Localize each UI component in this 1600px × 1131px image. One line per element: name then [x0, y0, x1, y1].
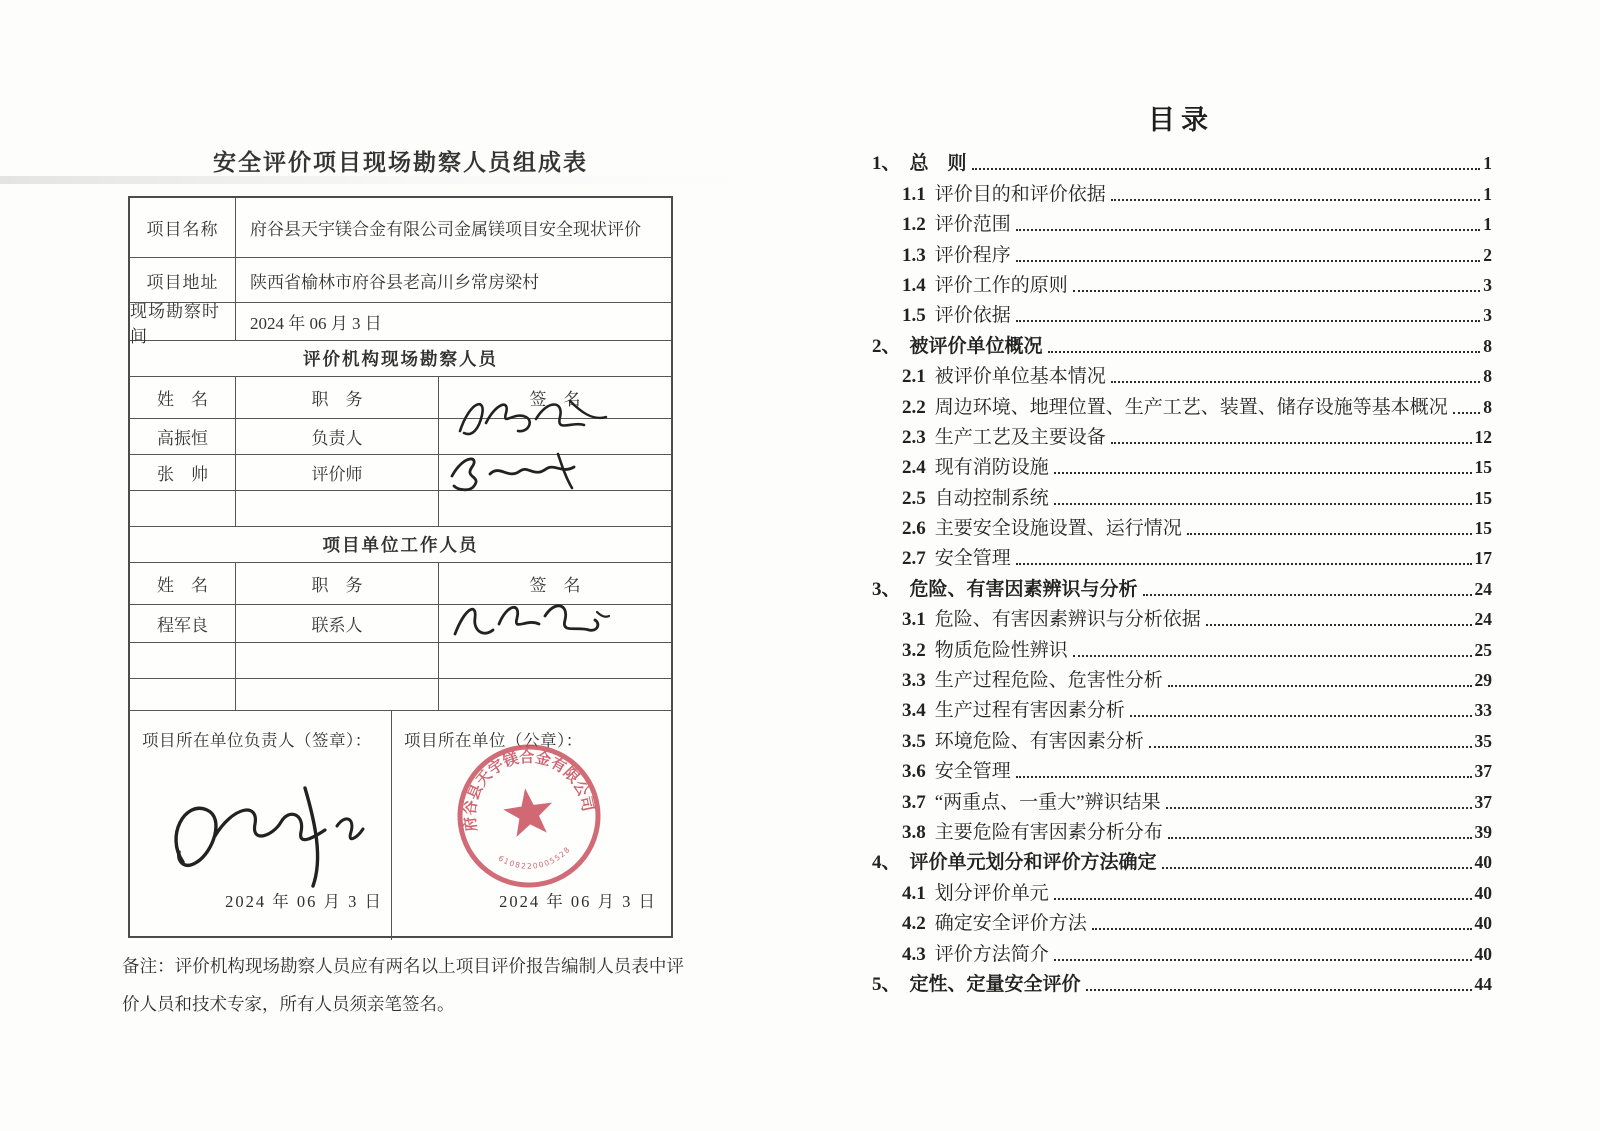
toc-entry [872, 419, 1492, 449]
toc-entry-number: 3.3 [902, 670, 926, 692]
toc-entry-page-number: 29 [1474, 670, 1492, 691]
person-duty [236, 643, 439, 678]
project-name-label: 项目名称 [130, 198, 236, 257]
toc-entry-number: 2.4 [902, 457, 926, 479]
toc-entry-page-number: 17 [1474, 548, 1492, 569]
toc-dot-leader [1168, 685, 1472, 687]
project-name-value: 府谷县天宇镁合金有限公司金属镁项目安全现状评价 [250, 220, 641, 239]
unit-seal-label: 项目所在单位（公章）： [404, 731, 583, 750]
toc-entry-number: 2.2 [902, 396, 926, 418]
toc-dot-leader [972, 168, 1481, 170]
unit-person-row-empty [130, 679, 671, 711]
toc-dot-leader [1016, 563, 1472, 565]
toc-entry-number: 3.7 [902, 791, 926, 813]
handwritten-signature-unit-head [155, 766, 390, 906]
toc-entry-number: 3.6 [902, 761, 926, 783]
toc-entry-page-number: 12 [1474, 426, 1492, 447]
toc-dot-leader [1168, 837, 1472, 839]
toc-entry [872, 905, 1492, 935]
signature-cell [439, 679, 671, 710]
toc-entry-title: 安全管理 [934, 548, 1011, 570]
project-address-value: 陕西省榆林市府谷县老高川乡常房梁村 [250, 272, 539, 292]
toc-entry-title: 被评价单位基本情况 [934, 366, 1106, 388]
toc-entry-title: 确定安全评价方法 [934, 913, 1087, 935]
column-header-duty: 职 务 [236, 377, 439, 418]
toc-entry-number: 5、 [872, 973, 901, 995]
toc-entry-title: 物质危险性辨识 [934, 639, 1068, 661]
person-duty [236, 491, 439, 526]
toc-entry-number: 2、 [872, 335, 901, 357]
toc-entry-title: 划分评价单元 [934, 882, 1049, 904]
toc-dot-leader [1073, 290, 1480, 292]
toc-entry-number: 3.1 [902, 609, 926, 631]
toc-entry [872, 327, 1492, 357]
toc-entry-title: 主要危险有害因素分析分布 [934, 821, 1163, 843]
toc-entry [872, 510, 1492, 540]
toc-entry-page-number: 40 [1474, 852, 1492, 873]
toc-dot-leader [1016, 776, 1472, 778]
person-duty: 评价师 [236, 455, 439, 490]
signature-cell [439, 419, 671, 454]
toc-entry-page-number: 37 [1474, 791, 1492, 812]
toc-entry [872, 358, 1492, 388]
toc-dot-leader [1187, 533, 1472, 535]
toc-entry-number: 3、 [872, 578, 901, 600]
toc-entry-number: 4、 [872, 852, 901, 874]
person-duty: 联系人 [236, 605, 439, 642]
signature-date-right: 2024 年 06 月 3 日 [499, 892, 657, 911]
toc-entry [872, 297, 1492, 327]
toc-entry-title: 自动控制系统 [934, 487, 1049, 509]
toc-entry-title: 生产过程有害因素分析 [934, 700, 1125, 722]
scan-artifact [0, 176, 750, 184]
toc-dot-leader [1111, 442, 1472, 444]
agency-person-row-empty [130, 491, 671, 527]
toc-entry-title: “两重点、一重大”辨识结果 [934, 791, 1161, 813]
toc-entry [872, 479, 1492, 509]
table-row [130, 198, 671, 258]
toc-entry-title: 评价单元划分和评价方法确定 [909, 852, 1157, 874]
toc-entry [872, 753, 1492, 783]
toc-dot-leader [1016, 229, 1480, 231]
toc-entry-page-number: 24 [1474, 609, 1492, 630]
toc-entry-number: 2.6 [902, 518, 926, 540]
toc-entry-title: 总 则 [909, 153, 967, 175]
company-red-stamp [444, 731, 613, 900]
toc-entry [872, 631, 1492, 661]
toc-entry-title: 现有消防设施 [934, 457, 1049, 479]
toc-entry-page-number: 37 [1474, 761, 1492, 782]
toc-entry-title: 危险、有害因素辨识与分析 [909, 578, 1138, 600]
personnel-form-table [128, 196, 673, 938]
toc-entry [872, 783, 1492, 813]
toc-entry-page-number: 40 [1474, 913, 1492, 934]
toc-entry-number: 1.2 [902, 214, 926, 236]
toc-entry [872, 662, 1492, 692]
signature-cell [439, 643, 671, 678]
toc-entry [872, 388, 1492, 418]
toc-dot-leader [1166, 807, 1472, 809]
toc-entry-title: 周边环境、地理位置、生产工艺、装置、储存设施等基本概况 [934, 396, 1448, 418]
stamp-star-icon [501, 785, 556, 838]
toc-entry [872, 722, 1492, 752]
toc-dot-leader [1073, 655, 1472, 657]
toc-entry-number: 1.4 [902, 274, 926, 296]
unit-section-header-row [130, 527, 671, 563]
toc-entry [872, 874, 1492, 904]
toc-entry-title: 生产工艺及主要设备 [934, 426, 1106, 448]
toc-entry-page-number: 44 [1474, 973, 1492, 994]
toc-entry-page-number: 40 [1474, 943, 1492, 964]
toc-entry [872, 844, 1492, 874]
toc-entry-title: 评价依据 [934, 305, 1011, 327]
stamp-company-name: 府谷县天宇镁合金有限公司 [462, 749, 596, 833]
unit-person-row-empty [130, 643, 671, 679]
toc-dot-leader [1206, 624, 1472, 626]
agency-person-row [130, 419, 671, 455]
toc-entry-number: 3.8 [902, 821, 926, 843]
person-duty [236, 679, 439, 710]
toc-entry-title: 安全管理 [934, 761, 1011, 783]
toc-entry-title: 生产过程危险、危害性分析 [934, 670, 1163, 692]
toc-entry-page-number: 15 [1474, 487, 1492, 508]
toc-entry [872, 601, 1492, 631]
survey-date-label: 现场勘察时间 [130, 303, 236, 340]
toc-entry [872, 236, 1492, 266]
toc-entry-number: 2.7 [902, 548, 926, 570]
toc-entry [872, 540, 1492, 570]
signature-cell [439, 605, 671, 642]
form-title: 安全评价项目现场勘察人员组成表 [213, 150, 588, 175]
toc-entry-page-number: 1 [1483, 183, 1492, 204]
toc-entry-page-number: 8 [1483, 396, 1492, 417]
project-address-label: 项目地址 [130, 258, 236, 302]
toc-entry-page-number: 25 [1474, 639, 1492, 660]
toc-entry-number: 3.4 [902, 700, 926, 722]
toc-entry-page-number: 3 [1483, 305, 1492, 326]
toc-entry-page-number: 3 [1483, 274, 1492, 295]
toc-entry-title: 评价目的和评价依据 [934, 183, 1106, 205]
toc-entry [872, 267, 1492, 297]
toc-entry-title: 被评价单位概况 [909, 335, 1043, 357]
toc-entry [872, 570, 1492, 600]
toc-entry-number: 4.1 [902, 882, 926, 904]
toc-dot-leader [1048, 351, 1481, 353]
toc-entry-title: 定性、定量安全评价 [909, 973, 1081, 995]
toc-entry-number: 4.2 [902, 913, 926, 935]
toc-dot-leader [1162, 867, 1472, 869]
form-footnote: 备注：评价机构现场勘察人员应有两名以上项目评价报告编制人员表中评价人员和技术专家，所有人员须亲笔签名。 [122, 956, 684, 1014]
toc-entry-page-number: 8 [1483, 335, 1492, 356]
toc-entry [872, 814, 1492, 844]
toc-entry-title: 评价工作的原则 [934, 274, 1068, 296]
toc-entry-number: 1.3 [902, 244, 926, 266]
toc-entry-number: 2.3 [902, 426, 926, 448]
toc-entry-number: 2.5 [902, 487, 926, 509]
toc-entry [872, 145, 1492, 175]
toc-entry-number: 4.3 [902, 943, 926, 965]
unit-section-header: 项目单位工作人员 [322, 535, 479, 555]
column-header-name: 姓 名 [130, 377, 236, 418]
toc-entry-page-number: 35 [1474, 730, 1492, 751]
unit-person-row [130, 605, 671, 643]
signature-cell [439, 491, 671, 526]
toc-entry-page-number: 15 [1474, 518, 1492, 539]
toc-entry-title: 评价范围 [934, 214, 1011, 236]
toc-dot-leader [1054, 472, 1472, 474]
toc-entry-page-number: 39 [1474, 821, 1492, 842]
toc-entry-number: 3.5 [902, 730, 926, 752]
table-row [130, 301, 671, 346]
toc-dot-leader [1016, 260, 1480, 262]
toc-title: 目录 [1148, 105, 1214, 135]
person-name [130, 491, 236, 526]
column-header-signature: 签 名 [529, 390, 581, 409]
column-header-name: 姓 名 [130, 563, 236, 604]
toc-entry-number: 2.1 [902, 366, 926, 388]
toc-entry [872, 175, 1492, 205]
toc-dot-leader [1054, 503, 1472, 505]
agency-person-row [130, 455, 671, 491]
toc-entry-title: 主要安全设施设置、运行情况 [934, 518, 1182, 540]
toc-dot-leader [1086, 989, 1472, 991]
toc-entry-number: 3.2 [902, 639, 926, 661]
signature-cell [439, 455, 671, 490]
toc-entry-title: 评价方法简介 [934, 943, 1049, 965]
signature-date-left: 2024 年 06 月 3 日 [225, 892, 383, 911]
toc-entry [872, 692, 1492, 722]
agency-section-header: 评价机构现场勘察人员 [303, 349, 498, 369]
toc-dot-leader [1092, 928, 1472, 930]
toc-dot-leader [1130, 715, 1472, 717]
toc-entry-page-number: 1 [1483, 214, 1492, 235]
toc-entry-number: 1、 [872, 153, 901, 175]
toc-entry-number: 1.5 [902, 305, 926, 327]
toc-entry-page-number: 33 [1474, 700, 1492, 721]
toc-entry-page-number: 15 [1474, 457, 1492, 478]
person-name: 高振恒 [130, 419, 236, 454]
toc-entry [872, 449, 1492, 479]
agency-column-header-row [130, 377, 671, 419]
unit-column-header-row [130, 563, 671, 605]
toc-dot-leader [1016, 320, 1480, 322]
table-of-contents [872, 145, 1492, 996]
toc-entry-page-number: 40 [1474, 882, 1492, 903]
unit-head-signature-cell [130, 711, 392, 940]
toc-dot-leader [1111, 199, 1480, 201]
toc-entry-page-number: 8 [1483, 366, 1492, 387]
toc-dot-leader [1054, 898, 1472, 900]
svg-text:6108220005528 [496, 844, 575, 876]
toc-entry [872, 206, 1492, 236]
toc-dot-leader [1149, 746, 1472, 748]
toc-dot-leader [1054, 959, 1472, 961]
person-name: 张 帅 [130, 455, 236, 490]
toc-entry-title: 评价程序 [934, 244, 1011, 266]
column-header-duty: 职 务 [236, 563, 439, 604]
toc-entry-title: 危险、有害因素辨识与分析依据 [934, 609, 1201, 631]
survey-date-value: 2024 年 06 月 3 日 [250, 314, 382, 333]
stamp-registration-number: 6108220005528 [496, 844, 573, 871]
person-name [130, 643, 236, 678]
toc-entry-number: 1.1 [902, 183, 926, 205]
column-header-signature: 签 名 [529, 576, 581, 595]
toc-entry-page-number: 1 [1483, 153, 1492, 174]
agency-section-header-row [130, 341, 671, 377]
toc-entry [872, 935, 1492, 965]
person-name: 程军良 [130, 605, 236, 642]
toc-entry-page-number: 24 [1474, 578, 1492, 599]
toc-dot-leader [1111, 381, 1480, 383]
toc-entry-title: 环境危险、有害因素分析 [934, 730, 1144, 752]
toc-entry [872, 966, 1492, 996]
unit-head-label: 项目所在单位负责人（签章）： [142, 731, 372, 750]
toc-dot-leader [1453, 412, 1480, 414]
seal-section [130, 711, 671, 940]
unit-seal-cell [392, 711, 671, 940]
toc-entry-page-number: 2 [1483, 244, 1492, 265]
person-duty: 负责人 [236, 419, 439, 454]
person-name [130, 679, 236, 710]
toc-dot-leader [1143, 594, 1472, 596]
